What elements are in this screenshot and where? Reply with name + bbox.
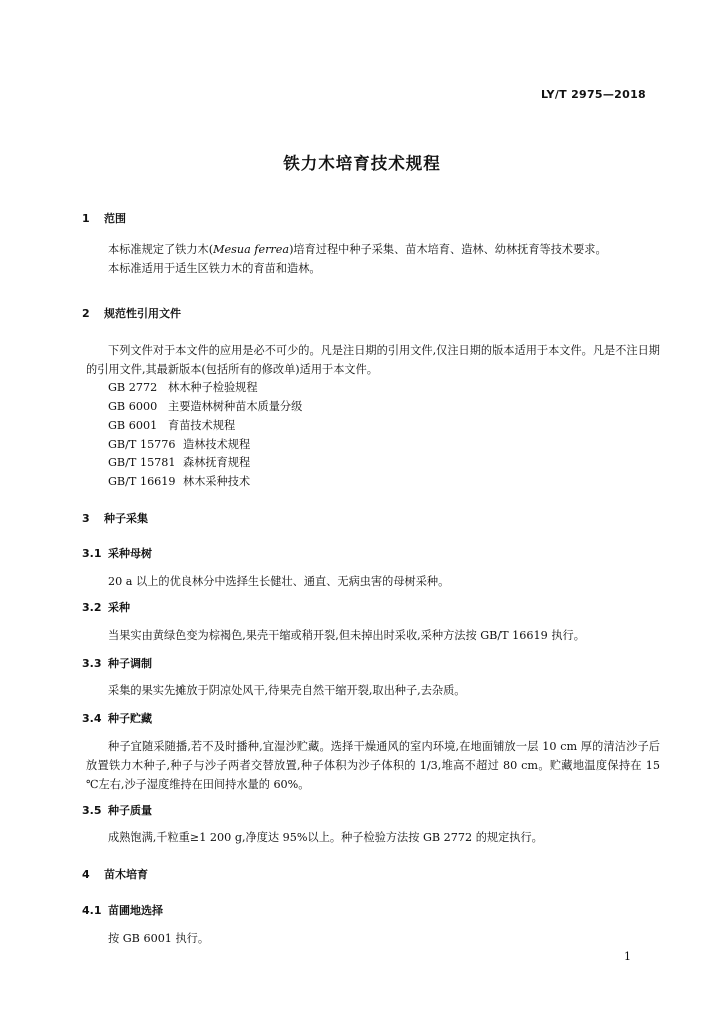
section-title: 苗木培育 (104, 868, 148, 881)
subsection-title: 种子贮藏 (108, 712, 152, 725)
reference-name: 造林技术规程 (183, 438, 251, 451)
document-title: 铁力木培育技术规程 (283, 154, 441, 173)
reference-item (108, 435, 250, 454)
paragraph: 本标准规定了铁力木(Mesua ferrea)培育过程中种子采集、苗木培育、造林、幼林抚育等技术要求。 (108, 243, 607, 256)
subsection-title: 采种母树 (108, 547, 152, 560)
standard-number: LY/T 2975—2018 (540, 88, 646, 101)
reference-code: GB 6000 (108, 400, 158, 413)
reference-code: GB/T 15776 (108, 438, 176, 451)
reference-item (108, 472, 250, 491)
reference-name: 森林抚育规程 (183, 456, 251, 469)
reference-name: 主要造林树种苗木质量分级 (168, 400, 303, 413)
section-heading-4 (82, 866, 148, 882)
subsection-title: 种子调制 (108, 657, 152, 670)
subsection-title: 采种 (108, 601, 130, 614)
section-title: 规范性引用文件 (104, 307, 181, 320)
section-heading-2 (82, 305, 181, 321)
paragraph: 成熟饱满,千粒重≥1 200 g,净度达 95%以上。种子检验方法按 GB 2772 的规定执行。 (108, 831, 543, 844)
subsection-number: 4.1 (82, 904, 102, 917)
reference-item (108, 378, 258, 397)
reference-code: GB/T 15781 (108, 456, 176, 469)
reference-name: 育苗技术规程 (168, 419, 236, 432)
paragraph: 20 a 以上的优良林分中选择生长健壮、通直、无病虫害的母树采种。 (108, 575, 450, 588)
reference-item (108, 397, 302, 416)
section-number: 1 (82, 212, 90, 225)
reference-name: 林木采种技术 (183, 475, 251, 488)
reference-name: 林木种子检验规程 (168, 381, 258, 394)
reference-code: GB 6001 (108, 419, 158, 432)
subsection-heading-4-1 (82, 902, 163, 918)
reference-code: GB 2772 (108, 381, 158, 394)
section-number: 2 (82, 307, 90, 320)
subsection-heading-3-2 (82, 599, 130, 615)
subsection-heading-3-5 (82, 802, 152, 818)
subsection-title: 苗圃地选择 (108, 904, 163, 917)
subsection-heading-3-3 (82, 655, 152, 671)
paragraph: 当果实由黄绿色变为棕褐色,果壳干缩或稍开裂,但未掉出时采收,采种方法按 GB/T 16619 执行。 (108, 629, 585, 642)
section-title: 范围 (104, 212, 126, 225)
subsection-heading-3-1 (82, 545, 152, 561)
paragraph: 本标准适用于适生区铁力木的育苗和造林。 (108, 262, 321, 275)
subsection-number: 3.2 (82, 601, 102, 614)
section-title: 种子采集 (104, 512, 148, 525)
subsection-number: 3.3 (82, 657, 102, 670)
page-number: 1 (624, 950, 631, 963)
subsection-number: 3.4 (82, 712, 102, 725)
paragraph: 按 GB 6001 执行。 (108, 932, 210, 945)
paragraph: 采集的果实先摊放于阴凉处风干,待果壳自然干缩开裂,取出种子,去杂质。 (108, 684, 466, 697)
section-number: 4 (82, 868, 90, 881)
section-number: 3 (82, 512, 90, 525)
paragraph: 下列文件对于本文件的应用是必不可少的。凡是注日期的引用文件,仅注日期的版本适用于本文件。凡是不注日期的引用文件,其最新版本(包括所有的修改单)适用于本文件。 (86, 344, 660, 376)
subsection-title: 种子质量 (108, 804, 152, 817)
section-heading-3 (82, 510, 148, 526)
subsection-number: 3.5 (82, 804, 102, 817)
subsection-number: 3.1 (82, 547, 102, 560)
reference-item (108, 416, 235, 435)
subsection-heading-3-4 (82, 710, 152, 726)
reference-code: GB/T 16619 (108, 475, 176, 488)
section-heading-1 (82, 210, 126, 226)
reference-item (108, 453, 250, 472)
paragraph: 种子宜随采随播,若不及时播种,宜湿沙贮藏。选择干燥通风的室内环境,在地面铺放一层 10 cm 厚的清洁沙子后放置铁力木种子,种子与沙子两者交替放置,种子体积为沙子体积的 1/3,堆高不超过 80 cm。贮藏地温度保持在 15 ℃左右,沙子湿度维持在田间持水量的 60%。 (86, 740, 660, 791)
